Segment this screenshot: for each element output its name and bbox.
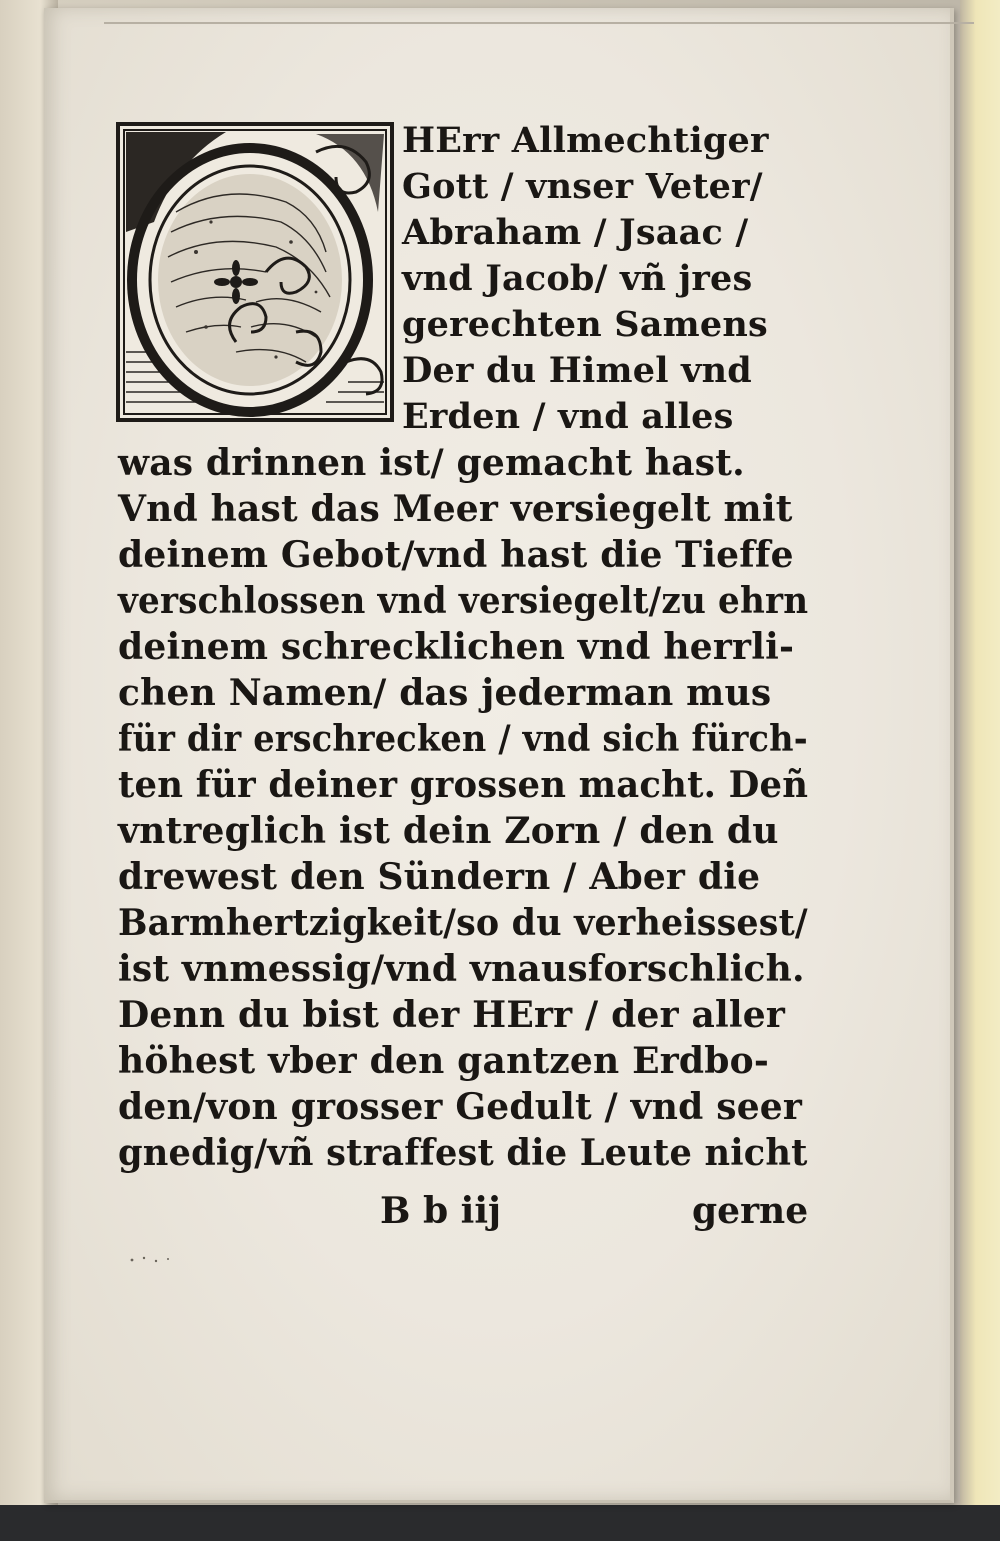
scanner-bed: [0, 1505, 1000, 1541]
page-top-edge: [104, 22, 974, 24]
text-line-8: was drinnen ist/ gemacht hast.: [118, 442, 745, 484]
text-line-6: Der du Himel vnd: [402, 350, 752, 391]
text-line-4: vnd Jacob/ vñ jres: [402, 258, 753, 299]
text-line-3: Abraham / Jsaac /: [402, 212, 749, 253]
text-line-10: deinem Gebot/vnd hast die Tieffe: [118, 534, 794, 576]
text-line-13: chen Namen/ das jederman mus: [118, 672, 772, 714]
text-line-23: gnedig/vñ straffest die Leute nicht: [118, 1132, 808, 1174]
ink-specks: [128, 1250, 188, 1270]
text-line-14: für dir erschrecken / vnd sich fürch-: [118, 718, 808, 760]
page-footer: [118, 1190, 808, 1236]
text-line-22: den/von grosser Gedult / vnd seer: [118, 1086, 803, 1128]
book-cover-edge: [960, 0, 1000, 1510]
catchword: gerne: [692, 1190, 809, 1232]
text-line-15: ten für deiner grossen macht. Deñ: [118, 764, 809, 806]
text-line-21: höhest vber den gantzen Erdbo-: [118, 1040, 770, 1082]
text-line-11: verschlossen vnd versiegelt/zu ehrn: [118, 580, 809, 622]
text-line-7: Erden / vnd alles: [402, 396, 734, 437]
woodcut-initial-O-icon: [116, 122, 394, 422]
text-line-16: vntreglich ist dein Zorn / den du: [118, 810, 779, 852]
text-line-18: Barmhertzigkeit/so du verheissest/: [118, 902, 808, 944]
text-line-2: Gott / vnser Veter/: [402, 166, 763, 207]
text-line-1: HErr Allmechtiger: [402, 120, 769, 161]
text-line-20: Denn du bist der HErr / der aller: [118, 994, 786, 1036]
text-line-9: Vnd hast das Meer versiegelt mit: [118, 488, 793, 530]
text-line-5: gerechten Samens: [402, 304, 768, 345]
signature-mark: B b iij: [380, 1190, 502, 1232]
text-line-17: drewest den Sündern / Aber die: [118, 856, 761, 898]
text-line-12: deinem schrecklichen vnd herrli-: [118, 626, 795, 668]
text-line-19: ist vnmessig/vnd vnausforschlich.: [118, 948, 805, 990]
